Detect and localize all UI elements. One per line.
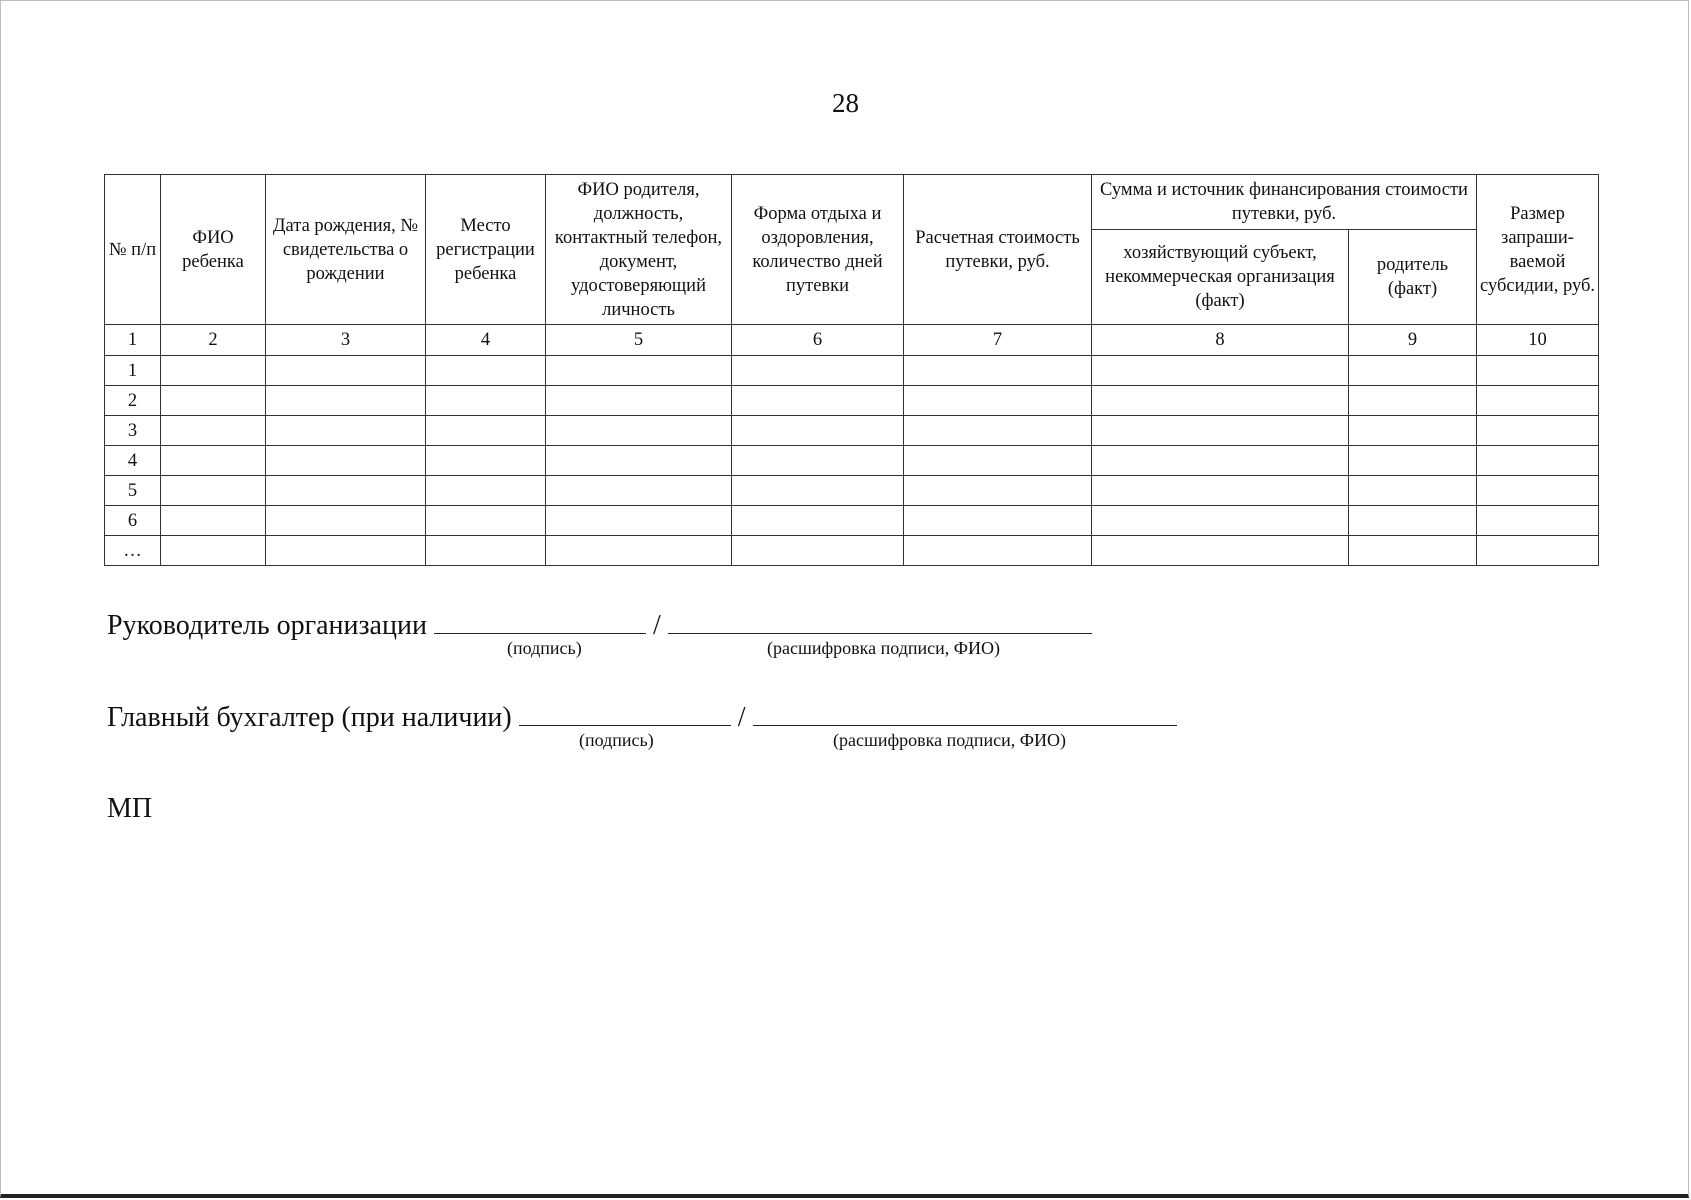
header-entity: хозяйствующий субъект, некоммерческая организация (факт)	[1092, 230, 1349, 325]
accountant-slash: /	[737, 702, 746, 733]
empty-cell[interactable]	[904, 416, 1092, 446]
empty-cell[interactable]	[904, 356, 1092, 386]
empty-cell[interactable]	[1092, 506, 1349, 536]
row-number: 6	[105, 506, 161, 536]
empty-cell[interactable]	[732, 356, 904, 386]
empty-cell[interactable]	[1092, 386, 1349, 416]
empty-cell[interactable]	[1092, 536, 1349, 566]
table-row	[105, 416, 1599, 446]
empty-cell[interactable]	[1349, 536, 1477, 566]
row-number: 5	[105, 476, 161, 506]
empty-cell[interactable]	[426, 476, 546, 506]
empty-cell[interactable]	[1477, 536, 1599, 566]
empty-cell[interactable]	[732, 416, 904, 446]
empty-cell[interactable]	[1477, 446, 1599, 476]
column-number: 8	[1092, 325, 1349, 356]
empty-cell[interactable]	[266, 536, 426, 566]
empty-cell[interactable]	[426, 416, 546, 446]
empty-cell[interactable]	[904, 536, 1092, 566]
empty-cell[interactable]	[1477, 416, 1599, 446]
head-sign-blank[interactable]	[434, 605, 646, 634]
accountant-sign-caption: (подпись)	[579, 730, 654, 750]
header-child-name: ФИО ребенка	[161, 175, 266, 325]
empty-cell[interactable]	[161, 506, 266, 536]
empty-cell[interactable]	[426, 356, 546, 386]
empty-cell[interactable]	[161, 416, 266, 446]
empty-cell[interactable]	[266, 416, 426, 446]
empty-cell[interactable]	[546, 536, 732, 566]
header-num: № п/п	[105, 175, 161, 325]
head-name-caption: (расшифровка подписи, ФИО)	[767, 638, 1000, 658]
empty-cell[interactable]	[1477, 386, 1599, 416]
empty-cell[interactable]	[1349, 476, 1477, 506]
empty-cell[interactable]	[904, 506, 1092, 536]
empty-cell[interactable]	[161, 386, 266, 416]
empty-cell[interactable]	[732, 476, 904, 506]
empty-cell[interactable]	[732, 506, 904, 536]
empty-cell[interactable]	[546, 356, 732, 386]
empty-cell[interactable]	[1477, 476, 1599, 506]
stamp-place: МП	[107, 793, 153, 824]
column-number: 7	[904, 325, 1092, 356]
empty-cell[interactable]	[426, 446, 546, 476]
head-slash: /	[652, 610, 661, 641]
head-sign-caption: (подпись)	[507, 638, 582, 658]
row-number: 2	[105, 386, 161, 416]
row-number: 1	[105, 356, 161, 386]
empty-cell[interactable]	[904, 386, 1092, 416]
row-number: 3	[105, 416, 161, 446]
column-number: 2	[161, 325, 266, 356]
accountant-signature-line	[107, 697, 1177, 734]
empty-cell[interactable]	[426, 536, 546, 566]
column-number: 3	[266, 325, 426, 356]
header-subsidy: Размер запраши-ваемой субсидии, руб.	[1477, 175, 1599, 325]
header-cost: Расчетная стоимость путевки, руб.	[904, 175, 1092, 325]
header-registration: Место регистрации ребенка	[426, 175, 546, 325]
row-number: 4	[105, 446, 161, 476]
head-label: Руководитель организации	[107, 610, 427, 641]
head-signature-line	[107, 605, 1092, 642]
column-number: 1	[105, 325, 161, 356]
empty-cell[interactable]	[266, 356, 426, 386]
empty-cell[interactable]	[426, 506, 546, 536]
column-number: 4	[426, 325, 546, 356]
empty-cell[interactable]	[266, 386, 426, 416]
empty-cell[interactable]	[161, 356, 266, 386]
table-row	[105, 446, 1599, 476]
empty-cell[interactable]	[1349, 386, 1477, 416]
header-financing-group: Сумма и источник финансирования стоимости путевки, руб.	[1092, 175, 1477, 230]
empty-cell[interactable]	[161, 536, 266, 566]
empty-cell[interactable]	[732, 446, 904, 476]
header-birth: Дата рождения, № свидетельства о рождении	[266, 175, 426, 325]
column-number: 9	[1349, 325, 1477, 356]
table-row	[105, 506, 1599, 536]
empty-cell[interactable]	[1477, 506, 1599, 536]
empty-cell[interactable]	[546, 476, 732, 506]
table-row	[105, 536, 1599, 566]
empty-cell[interactable]	[161, 476, 266, 506]
empty-cell[interactable]	[1349, 356, 1477, 386]
table-row	[105, 356, 1599, 386]
empty-cell[interactable]	[1092, 476, 1349, 506]
empty-cell[interactable]	[161, 446, 266, 476]
empty-cell[interactable]	[546, 416, 732, 446]
empty-cell[interactable]	[1349, 506, 1477, 536]
header-rest-form: Форма отдыха и оздоровления, количество дней путевки	[732, 175, 904, 325]
accountant-name-caption: (расшифровка подписи, ФИО)	[833, 730, 1066, 750]
empty-cell[interactable]	[732, 536, 904, 566]
empty-cell[interactable]	[1477, 356, 1599, 386]
children-table	[104, 174, 1599, 566]
empty-cell[interactable]	[1349, 446, 1477, 476]
empty-cell[interactable]	[1092, 446, 1349, 476]
empty-cell[interactable]	[904, 446, 1092, 476]
accountant-sign-blank[interactable]	[519, 697, 731, 726]
table-row	[105, 476, 1599, 506]
column-number: 5	[546, 325, 732, 356]
column-numbers-row	[105, 325, 1599, 356]
empty-cell[interactable]	[1092, 356, 1349, 386]
head-name-blank[interactable]	[668, 605, 1092, 634]
row-number: …	[105, 536, 161, 566]
empty-cell[interactable]	[266, 476, 426, 506]
accountant-label: Главный бухгалтер (при наличии)	[107, 702, 512, 733]
empty-cell[interactable]	[426, 386, 546, 416]
header-parent-fact: родитель (факт)	[1349, 230, 1477, 325]
empty-cell[interactable]	[904, 476, 1092, 506]
empty-cell[interactable]	[546, 386, 732, 416]
header-parent: ФИО родителя, должность, контактный телефон, документ, удостоверяющий личность	[546, 175, 732, 325]
empty-cell[interactable]	[1092, 416, 1349, 446]
empty-cell[interactable]	[266, 446, 426, 476]
page-number: 28	[832, 88, 859, 118]
empty-cell[interactable]	[732, 386, 904, 416]
accountant-name-blank[interactable]	[753, 697, 1177, 726]
empty-cell[interactable]	[546, 506, 732, 536]
empty-cell[interactable]	[546, 446, 732, 476]
column-number: 10	[1477, 325, 1599, 356]
empty-cell[interactable]	[1349, 416, 1477, 446]
column-number: 6	[732, 325, 904, 356]
table-row	[105, 386, 1599, 416]
empty-cell[interactable]	[266, 506, 426, 536]
